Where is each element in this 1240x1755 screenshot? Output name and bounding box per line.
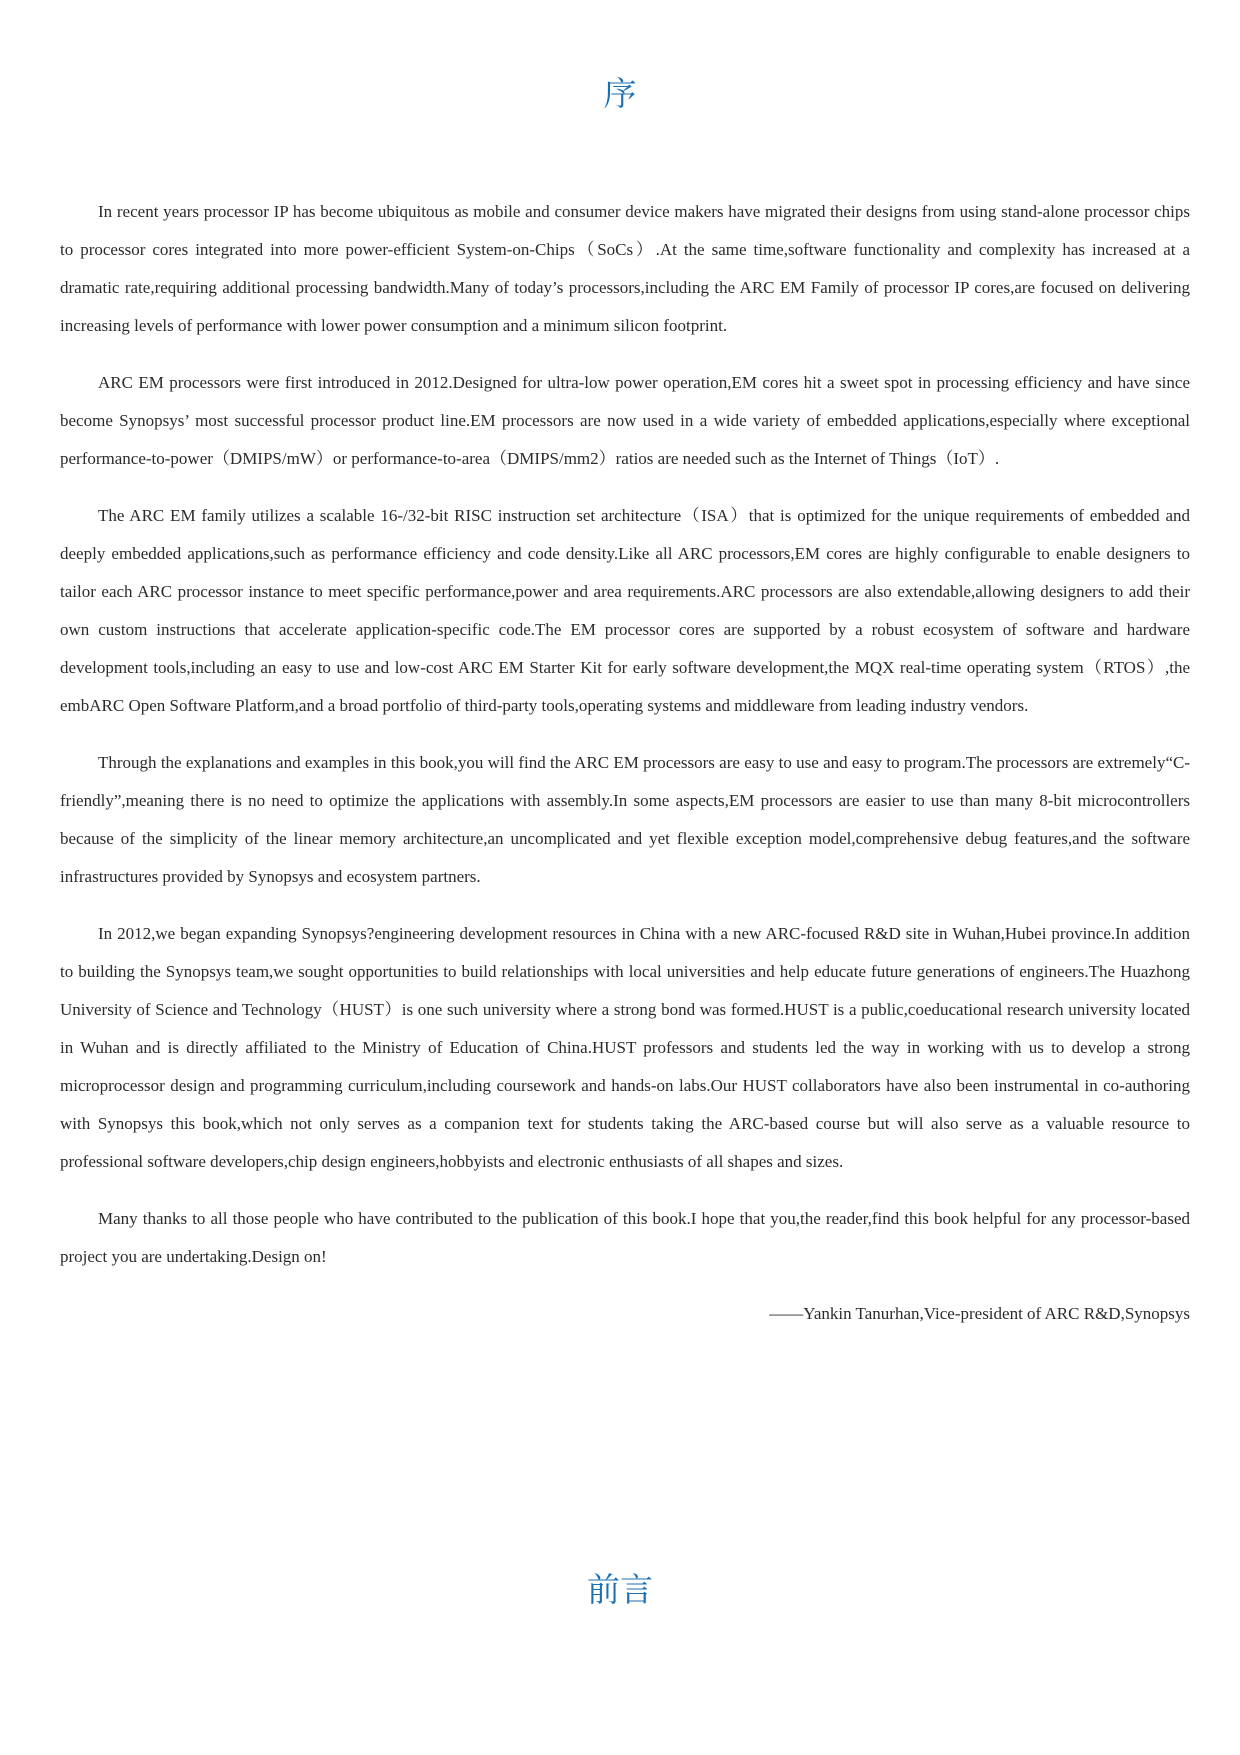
foreword-heading: 前言 xyxy=(587,1570,653,1609)
preface-body xyxy=(60,193,1190,1333)
preface-heading: 序 xyxy=(603,74,637,113)
preface-paragraph-5: In 2012,we began expanding Synopsys?engineering development resources in China with a new ARC-focused R&D site in Wuhan,Hubei province.In addition to building the Synopsys team,we sought opportunities to build relationships with local universities and help educate future generations of engineers.The Huazhong University of Science and Technology（HUST）is one such university where a strong bond was formed.HUST is a public,coeducational research university located in Wuhan and is directly affiliated to the Ministry of Education of China.HUST professors and students led the way in working with us to develop a strong microprocessor design and programming curriculum,including coursework and hands-on labs.Our HUST collaborators have also been instrumental in co-authoring with Synopsys this book,which not only serves as a companion text for students taking the ARC-based course but will also serve as a valuable resource to professional software developers,chip design engineers,hobbyists and electronic enthusiasts of all shapes and sizes. xyxy=(60,924,1190,1171)
preface-paragraph-6: Many thanks to all those people who have contributed to the publication of this book.I hope that you,the reader,find this book helpful for any processor-based project you are undertaking.Design on! xyxy=(60,1209,1190,1266)
preface-paragraph-3: The ARC EM family utilizes a scalable 16-/32-bit RISC instruction set architecture（ISA）that is optimized for the unique requirements of embedded and deeply embedded applications,such as performance efficiency and code density.Like all ARC processors,EM cores are highly configurable to enable designers to tailor each ARC processor instance to meet specific performance,power and area requirements.ARC processors are also extendable,allowing designers to add their own custom instructions that accelerate application-specific code.The EM processor cores are supported by a robust ecosystem of software and hardware development tools,including an easy to use and low-cost ARC EM Starter Kit for early software development,the MQX real-time operating system（RTOS）,the embARC Open Software Platform,and a broad portfolio of third-party tools,operating systems and middleware from leading industry vendors. xyxy=(60,506,1190,715)
preface-signature: ——Yankin Tanurhan,Vice-president of ARC R&D,Synopsys xyxy=(769,1304,1190,1323)
preface-paragraph-4: Through the explanations and examples in this book,you will find the ARC EM processors are easy to use and easy to program.The processors are extremely“C-friendly”,meaning there is no need to optimize the applications with assembly.In some aspects,EM processors are easier to use than many 8-bit microcontrollers because of the simplicity of the linear memory architecture,an uncomplicated and yet flexible exception model,comprehensive debug features,and the software infrastructures provided by Synopsys and ecosystem partners. xyxy=(60,753,1190,886)
preface-paragraph-1: In recent years processor IP has become ubiquitous as mobile and consumer device makers have migrated their designs from using stand-alone processor chips to processor cores integrated into more power-efficient System-on-Chips（SoCs）.At the same time,software functionality and complexity has increased at a dramatic rate,requiring additional processing bandwidth.Many of today’s processors,including the ARC EM Family of processor IP cores,are focused on delivering increasing levels of performance with lower power consumption and a minimum silicon footprint. xyxy=(60,202,1190,335)
preface-paragraph-2: ARC EM processors were first introduced in 2012.Designed for ultra-low power operation,EM cores hit a sweet spot in processing efficiency and have since become Synopsys’ most successful processor product line.EM processors are now used in a wide variety of embedded applications,especially where exceptional performance-to-power（DMIPS/mW）or performance-to-area（DMIPS/mm2）ratios are needed such as the Internet of Things（IoT）. xyxy=(60,373,1190,468)
